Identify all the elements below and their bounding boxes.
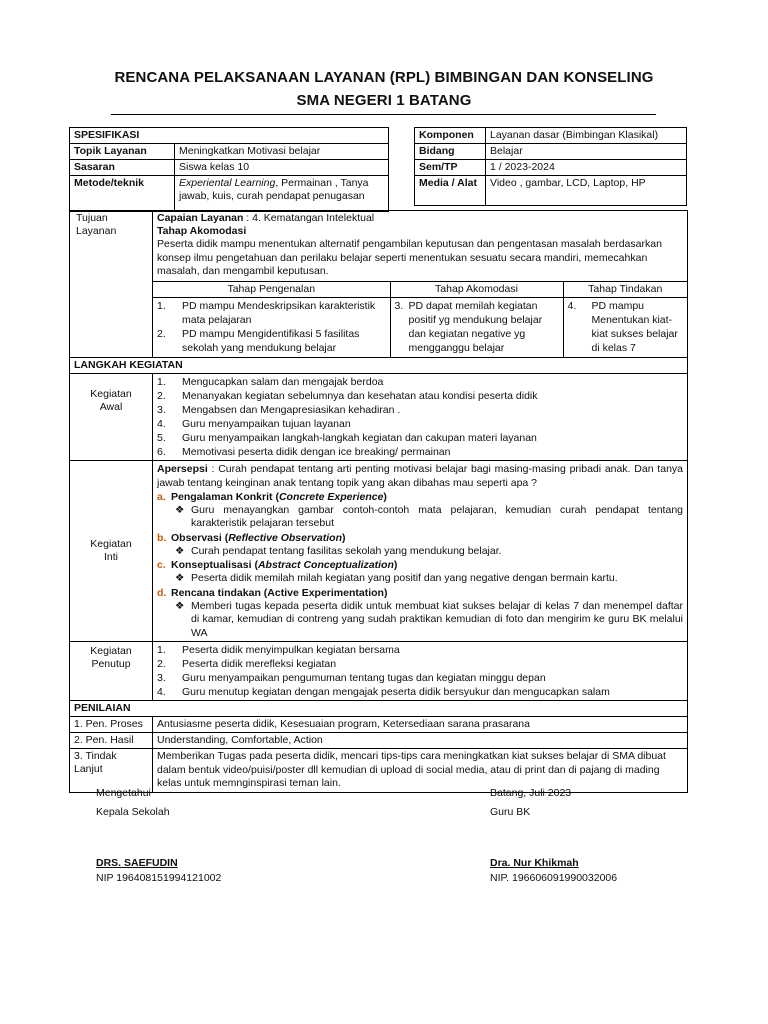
phase-table: [153, 281, 687, 357]
awal-label-text: Kegiatan Awal: [90, 387, 132, 413]
spec-value-metode: [175, 176, 389, 212]
step-c-bullet: ❖ Peserta didik memilah milah kegiatan yang positif dan yang negative dengan bermain kartu.: [175, 572, 618, 584]
phase-item: 2. PD mampu Mengidentifikasi 5 fasilitas sekolah yang mendukung belajar: [157, 327, 360, 354]
phase-header-akomodasi: Tahap Akomodasi: [390, 281, 563, 297]
metode-italic: Experiental Learning: [179, 177, 276, 189]
step-d-bullet: ❖ Memberi tugas kepada peserta didik untuk membuat kiat sukses belajar di kelas 7 dan menempel daftar di kamar, kemudian di contreng yang sudah praktikan kemudian di foto dan mengirim ke guru BK melalui WA: [175, 599, 683, 639]
sig-left-nip: NIP 196408151994121002: [96, 872, 222, 884]
step-b: b. Observasi (Reflective Observation): [157, 531, 346, 544]
awal-item: 2. Menanyakan kegiatan sebelumnya dan kesehatan atau kondisi peserta didik: [157, 389, 538, 402]
diamond-bullet-icon: ❖: [175, 503, 185, 516]
comp-value-komponen: Layanan dasar (Bimbingan Klasikal): [486, 128, 687, 144]
penilaian-value-proses: Antusiasme peserta didik, Kesesuaian program, Ketersediaan sarana prasarana: [153, 717, 688, 733]
spec-label-metode: Metode/teknik: [70, 176, 175, 212]
langkah-heading: LANGKAH KEGIATAN: [70, 357, 688, 373]
phase-item: 3. PD dapat memilah kegiatan positif yg mendukung belajar dan kegiatan negative yg mengganggu belajar: [394, 299, 543, 354]
penutup-label-text: Kegiatan Penutup: [90, 645, 132, 670]
inti-content: [153, 460, 688, 642]
tujuan-label: [70, 211, 153, 358]
awal-item: 1. Mengucapkan salam dan mengajak berdoa: [157, 375, 384, 388]
tujuan-label-text: Tujuan Layanan: [76, 212, 117, 237]
title-underline: [111, 114, 656, 115]
awal-item: 4. Guru menyampaikan tujuan layanan: [157, 417, 351, 430]
penilaian-label-tindak-text: 3. Tindak Lanjut: [74, 750, 117, 775]
component-table: [414, 127, 687, 206]
apersepsi-text: : Curah pendapat tentang arti penting motivasi belajar bagi masing-masing pribadi anak. Dan tanya jawab tentang keinginan anak tentang topik yang akan dibahas mau seperti apa ?: [157, 462, 683, 489]
sig-right-nip: NIP. 196606091990032006: [490, 872, 618, 884]
sig-right-line1: Batang, Juli 2023: [490, 787, 572, 799]
comp-label-bidang: Bidang: [415, 144, 486, 160]
sig-right-name: Dra. Nur Khikmah: [490, 857, 579, 869]
comp-value-sem: 1 / 2023-2024: [486, 160, 687, 176]
main-table: [69, 210, 688, 793]
spec-table: [69, 127, 389, 212]
capaian-label: Capaian Layanan: [157, 212, 244, 224]
spec-value-topik: Meningkatkan Motivasi belajar: [175, 144, 389, 160]
phase-items-akomodasi: [390, 297, 563, 357]
diamond-bullet-icon: ❖: [175, 572, 185, 584]
document-title-line2: SMA NEGERI 1 BATANG: [296, 92, 472, 109]
phase-header-pengenalan: Tahap Pengenalan: [153, 281, 390, 297]
inti-label: [70, 460, 153, 642]
sig-left-line2: Kepala Sekolah: [96, 806, 170, 818]
spec-label-sasaran: Sasaran: [70, 160, 175, 176]
step-b-bullet: ❖ Curah pendapat tentang fasilitas sekolah yang mendukung belajar.: [175, 544, 502, 557]
tujuan-content: [153, 211, 688, 358]
apersepsi-label: Apersepsi: [157, 462, 208, 475]
capaian-value: : 4. Kematangan Intelektual: [243, 212, 375, 224]
comp-label-komponen: Komponen: [415, 128, 486, 144]
penutup-items: [153, 642, 688, 701]
document-title-line1: RENCANA PELAKSANAAN LAYANAN (RPL) BIMBINGAN DAN KONSELING: [114, 69, 654, 86]
phase-items-tindakan: [563, 297, 687, 357]
tujuan-description: Peserta didik mampu menentukan alternatif pengambilan keputusan dan pengentasan masalah berdasarkan konsep ilmu pengetahuan dan perilaku belajar seperti menentukan sesuatu secara mandiri, memecahkan masalah, dan mengambil keputusan.: [157, 238, 662, 277]
penilaian-label-tindak: [70, 749, 153, 793]
penutup-item: 2. Peserta didik merefleksi kegiatan: [157, 658, 337, 670]
phase-items-pengenalan: [153, 297, 390, 357]
penilaian-value-tindak: Memberikan Tugas pada peserta didik, mencari tips-tips cara meningkatkan kiat sukses belajar di SMA dibuat dalam bentuk video/puisi/poster dll kemudian di upload di social media, atau di print dan di pajang di mading kelas untuk memnginspirasi teman lain.: [153, 749, 688, 793]
awal-items: [153, 373, 688, 460]
awal-item: 6. Memotivasi peserta didik dengan ice breaking/ permainan: [157, 445, 451, 458]
comp-label-media: Media / Alat: [415, 176, 486, 206]
comp-value-media: Video , gambar, LCD, Laptop, HP: [486, 176, 687, 206]
phase-item: 4. PD mampu Menentukan kiat-kiat sukses belajar di kelas 7: [567, 299, 678, 354]
penutup-label: [70, 642, 153, 701]
penilaian-value-hasil: Understanding, Comfortable, Action: [153, 733, 688, 749]
inti-label-text: Kegiatan Inti: [90, 537, 132, 563]
step-d: d. Rencana tindakan (Active Experimentation): [157, 586, 388, 599]
sig-right-line2: Guru BK: [490, 806, 531, 818]
awal-item: 3. Mengabsen dan Mengapresiasikan kehadiran .: [157, 403, 401, 416]
step-c: c. Konseptualisasi (Abstract Conceptualization): [157, 559, 398, 571]
spec-heading: SPESIFIKASI: [70, 128, 389, 144]
diamond-bullet-icon: ❖: [175, 599, 185, 612]
comp-label-sem: Sem/TP: [415, 160, 486, 176]
penilaian-label-hasil: 2. Pen. Hasil: [70, 733, 153, 749]
sig-left-name: DRS. SAEFUDIN: [96, 857, 178, 869]
penilaian-heading: PENILAIAN: [70, 701, 688, 717]
comp-value-bidang: Belajar: [486, 144, 687, 160]
phase-item: 1. PD mampu Mendeskripsikan karakteristik mata pelajaran: [157, 299, 376, 326]
apersepsi: [157, 462, 683, 490]
penutup-item: 4. Guru menutup kegiatan dengan mengajak peserta didik bersyukur dan mengucapkan salam: [157, 686, 610, 698]
penutup-item: 3. Guru menyampaikan pengumuman tentang tugas dan kegiatan minggu depan: [157, 672, 546, 684]
sig-left-line1: Mengetahui: [96, 787, 151, 799]
phase-header-tindakan: Tahap Tindakan: [563, 281, 687, 297]
penilaian-label-proses: 1. Pen. Proses: [70, 717, 153, 733]
diamond-bullet-icon: ❖: [175, 544, 185, 557]
awal-item: 5. Guru menyampaikan langkah-langkah kegiatan dan cakupan materi layanan: [157, 431, 537, 444]
metode-rest: , Permainan , Tanya jawab, kuis, curah pendapat penugasan: [179, 177, 369, 202]
spec-label-topik: Topik Layanan: [70, 144, 175, 160]
awal-label: [70, 373, 153, 460]
step-a-bullet: ❖ Guru menayangkan gambar contoh-contoh mata pelajaran, kemudian curah pendapat tentang karakteristik pelajaran tersebut: [175, 503, 683, 529]
tahap-label: Tahap Akomodasi: [157, 225, 247, 237]
step-a: a. Pengalaman Konkrit (Concrete Experience): [157, 490, 387, 503]
penutup-item: 1. Peserta didik menyimpulkan kegiatan bersama: [157, 644, 400, 656]
spec-value-sasaran: Siswa kelas 10: [175, 160, 389, 176]
